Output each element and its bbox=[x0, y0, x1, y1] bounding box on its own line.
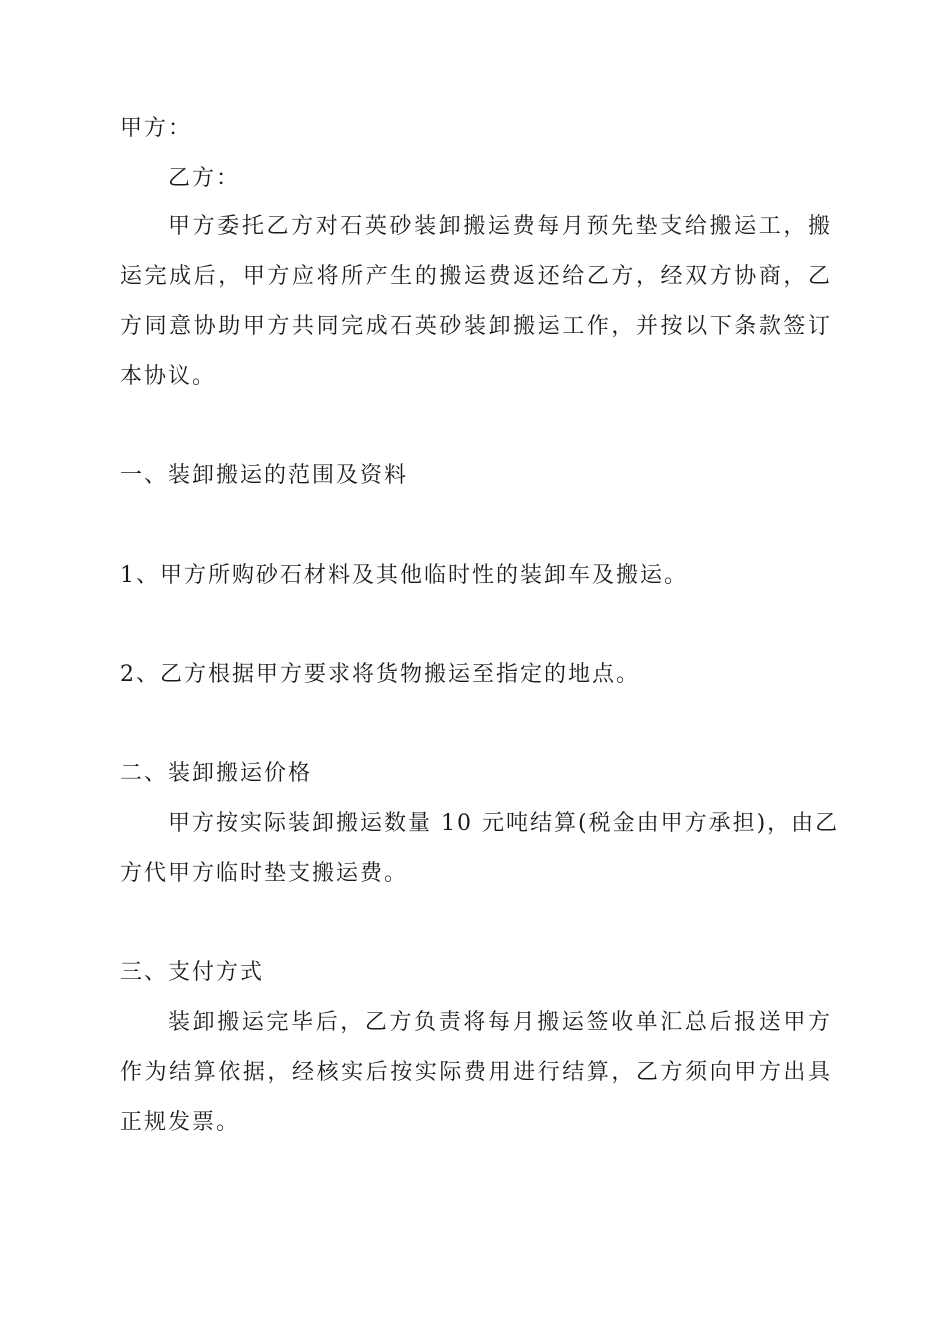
section-3-heading: 三、支付方式 bbox=[120, 960, 265, 985]
party-a-label: 甲方： bbox=[120, 116, 193, 141]
intro-line-1: 甲方委托乙方对石英砂装卸搬运费每月预先垫支给搬运工，搬 bbox=[168, 214, 832, 239]
section-3-line-3: 正规发票。 bbox=[120, 1110, 241, 1135]
section-1-heading: 一、装卸搬运的范围及资料 bbox=[120, 463, 409, 488]
section-3-line-1: 装卸搬运完毕后，乙方负责将每月搬运签收单汇总后报送甲方 bbox=[168, 1010, 832, 1035]
section-2-line-2: 方代甲方临时垫支搬运费。 bbox=[120, 861, 409, 886]
section-2-line-1: 甲方按实际装卸搬运数量 10 元吨结算(税金由甲方承担)，由乙 bbox=[168, 811, 840, 836]
section-3-line-2: 作为结算依据，经核实后按实际费用进行结算，乙方须向甲方出具 bbox=[120, 1060, 832, 1085]
section-1-item-2: 2、乙方根据甲方要求将货物搬运至指定的地点。 bbox=[120, 662, 640, 687]
party-b-label: 乙方： bbox=[168, 166, 241, 191]
intro-line-3: 方同意协助甲方共同完成石英砂装卸搬运工作，并按以下条款签订 bbox=[120, 314, 832, 339]
section-1-item-1: 1、甲方所购砂石材料及其他临时性的装卸车及搬运。 bbox=[120, 563, 688, 588]
section-2-heading: 二、装卸搬运价格 bbox=[120, 761, 313, 786]
intro-line-4: 本协议。 bbox=[120, 364, 217, 389]
intro-line-2: 运完成后，甲方应将所产生的搬运费返还给乙方，经双方协商，乙 bbox=[120, 264, 832, 289]
